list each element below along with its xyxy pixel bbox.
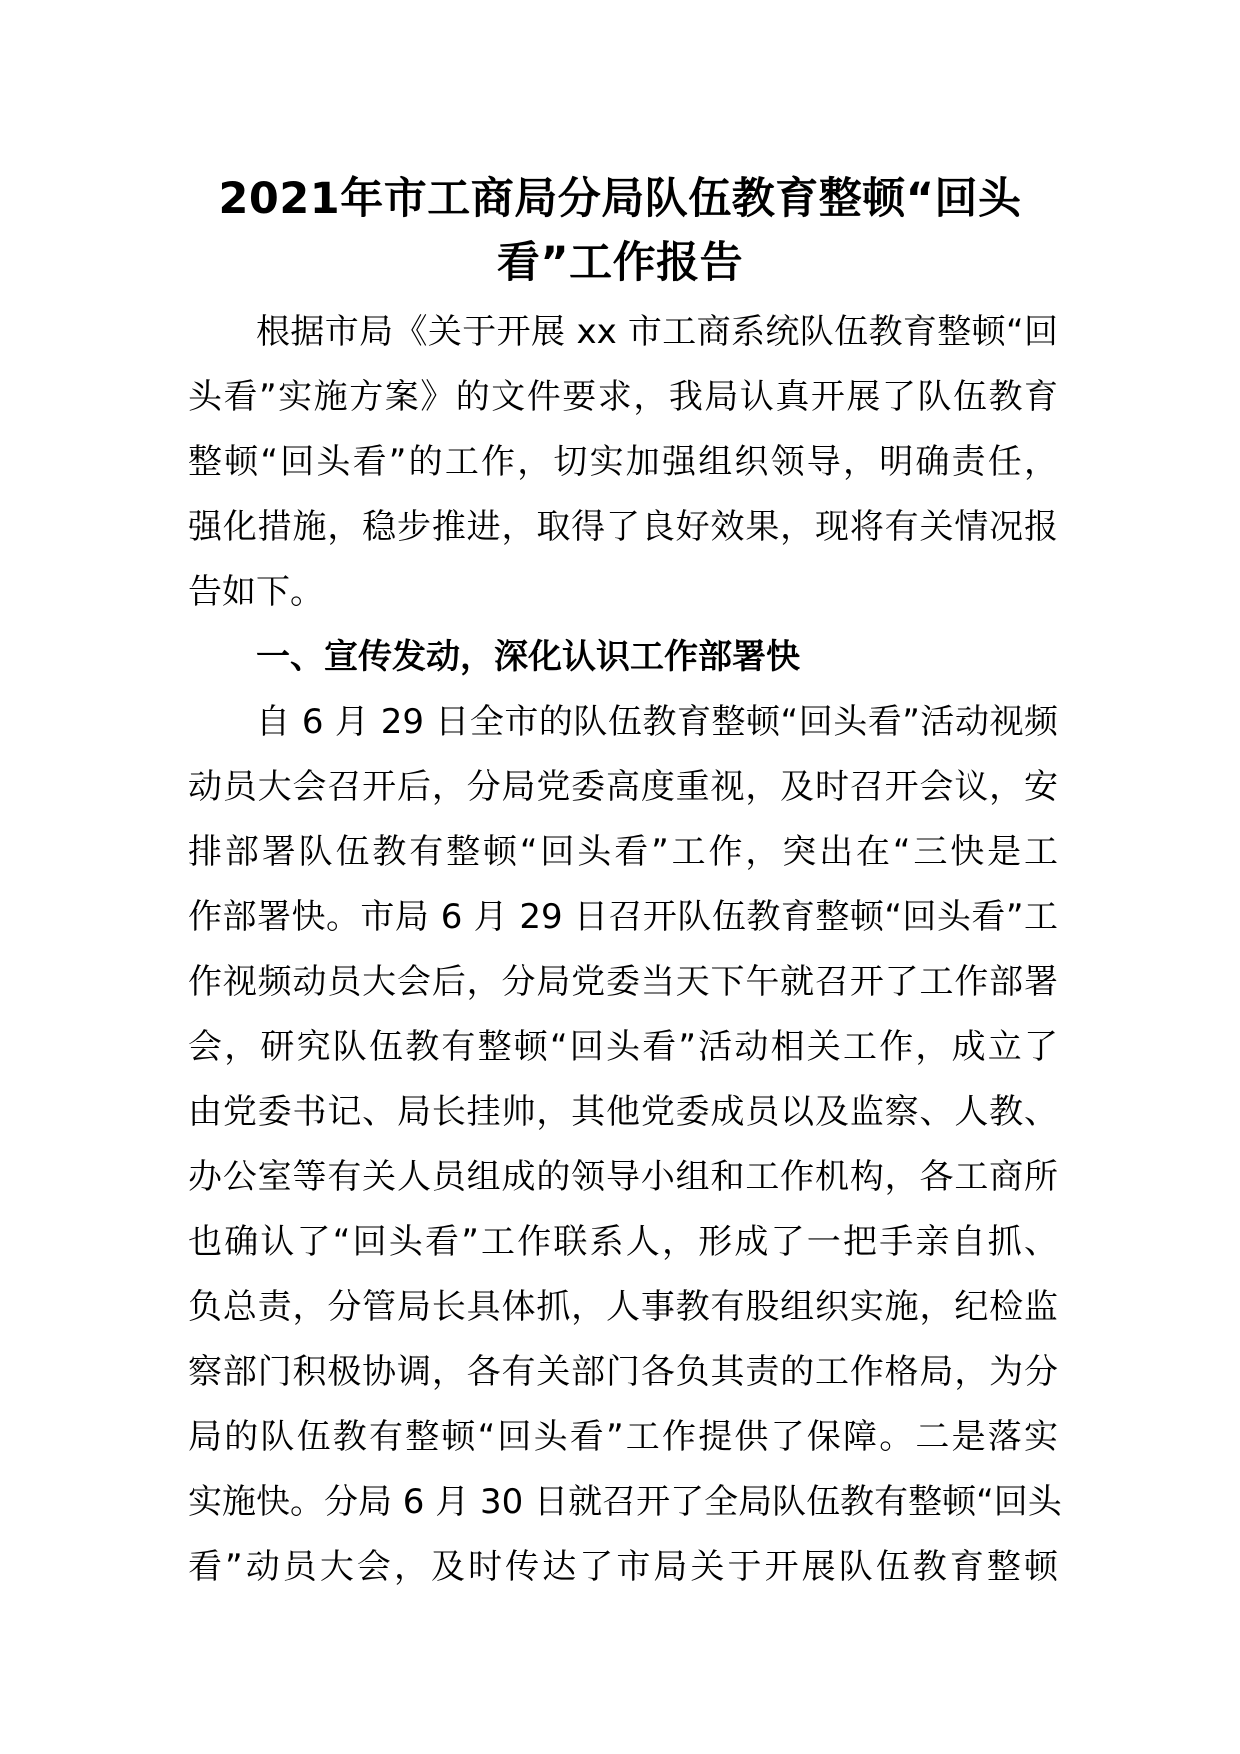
text-line: 办公室等有关人员组成的领导小组和工作机构，各工商所 [188,1157,1058,1197]
text-line: 排部署队伍教有整顿“回头看”工作，突出在“三快是工 [188,832,1058,872]
text-line: 动员大会召开后，分局党委高度重视，及时召开会议，安 [188,767,1058,807]
section-heading: 一、宣传发动，深化认识工作部署快 [256,637,800,677]
text-line: 作视频动员大会后，分局党委当天下午就召开了工作部署 [188,962,1058,1002]
section-paragraph [188,690,1062,1600]
text-line: 头看”实施方案》的文件要求，我局认真开展了队伍教育 [188,377,1058,417]
title-line: 2021年市工商局分局队伍教育整顿“回头 [218,174,1022,224]
text-line: 整顿“回头看”的工作，切实加强组织领导，明确责任， [188,442,1058,482]
text-line: 强化措施，稳步推进，取得了良好效果，现将有关情况报 [188,507,1058,547]
document-title [180,167,1060,295]
text-line: 察部门积极协调，各有关部门各负其责的工作格局，为分 [188,1352,1058,1392]
text-line: 也确认了“回头看”工作联系人，形成了一把手亲自抓、 [188,1222,1058,1262]
document-body [188,300,1062,1600]
text-line: 根据市局《关于开展 xx 市工商系统队伍教育整顿“回 [256,312,1058,352]
text-line: 自 6 月 29 日全市的队伍教育整顿“回头看”活动视频 [256,702,1058,742]
text-line: 由党委书记、局长挂帅，其他党委成员以及监察、人教、 [188,1092,1058,1132]
text-line: 会，研究队伍教有整顿“回头看”活动相关工作，成立了 [188,1027,1058,1067]
text-line: 局的队伍教有整顿“回头看”工作提供了保障。二是落实 [188,1417,1058,1457]
intro-paragraph [188,300,1058,625]
text-line: 负总责，分管局长具体抓，人事教有股组织实施，纪检监 [188,1287,1058,1327]
text-line: 实施快。分局 6 月 30 日就召开了全局队伍教有整顿“回头 [188,1482,1062,1522]
title-line: 看”工作报告 [496,238,744,288]
text-line: 告如下。 [188,572,324,612]
text-line: 看”动员大会，及时传达了市局关于开展队伍教育整顿 [188,1547,1058,1587]
text-line: 作部署快。市局 6 月 29 日召开队伍教育整顿“回头看”工 [188,897,1058,937]
